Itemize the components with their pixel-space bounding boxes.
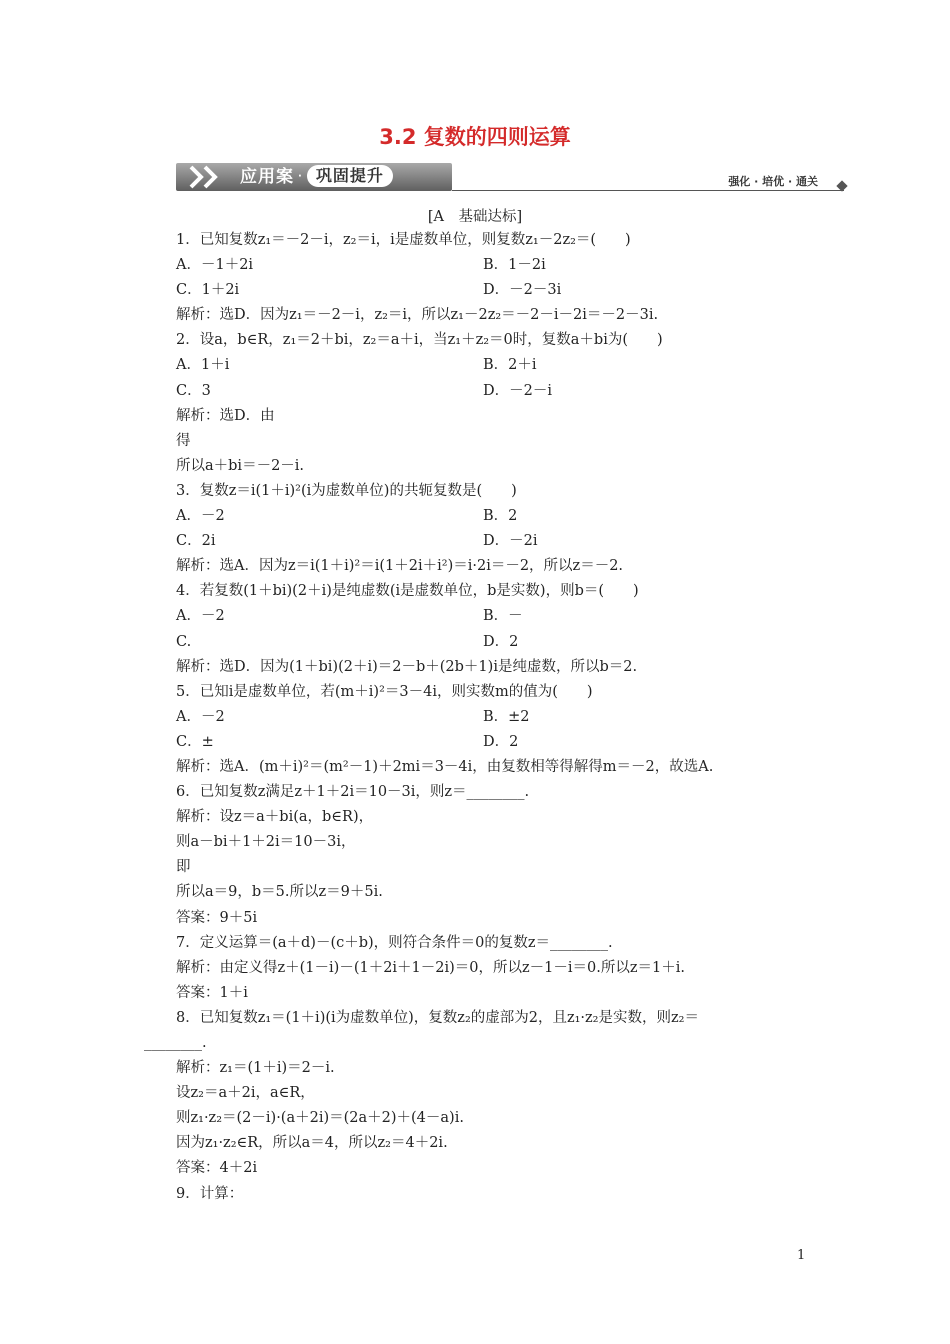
option-c: C．3 <box>176 382 211 399</box>
text-line: 解析：选D．因为z₁＝－2－i，z₂＝i，所以z₁－2z₂＝－2－i－2i＝－2－3i. <box>176 307 659 324</box>
option-row <box>176 730 836 755</box>
banner-right-label: 强化 · 培优 · 通关 <box>728 175 818 188</box>
text-line: 4．若复数(1＋bi)(2＋i)是纯虚数(i是虚数单位，b是实数)，则b＝( ) <box>176 583 639 600</box>
option-b: B．2＋i <box>483 357 537 374</box>
banner-pill-label: 巩固提升 <box>307 165 393 187</box>
option-a: A．－1＋2i <box>176 257 254 274</box>
option-b: B．1－2i <box>483 257 546 274</box>
text-line: 解析：选A．因为z＝i(1＋i)²＝i(1＋2i＋i²)＝i·2i＝－2，所以z＝－2. <box>176 558 624 575</box>
answer-line: 答案：1＋i <box>176 984 248 1001</box>
option-d: D．－2－3i <box>483 282 562 299</box>
option-row <box>176 504 836 529</box>
text-line: 所以a＝9，b＝5.所以z＝9＋5i. <box>176 884 383 901</box>
option-row <box>176 630 836 655</box>
option-row <box>176 604 836 629</box>
double-chevron-icon <box>186 163 222 191</box>
option-b: B．±2 <box>483 708 530 725</box>
text-line: 解析：z₁＝(1＋i)＝2－i. <box>176 1060 335 1077</box>
page-title: 3.2 复数的四则运算 <box>379 125 571 149</box>
answer-line: 答案：4＋2i <box>176 1160 258 1177</box>
option-c: C．2i <box>176 533 216 550</box>
banner-separator: · <box>298 171 303 182</box>
banner-left-label: 应用案 <box>240 167 294 187</box>
text-line: 8．已知复数z₁＝(1＋i)(i为虚数单位)，复数z₂的虚部为2，且z₁·z₂是实数，则z₂＝ <box>176 1009 699 1026</box>
option-c: C. <box>176 633 192 650</box>
option-row <box>176 529 836 554</box>
section-banner <box>176 160 848 194</box>
answer-line: 答案：9＋5i <box>176 909 258 926</box>
text-line: 解析：选D．由 <box>176 407 275 424</box>
page-number: 1 <box>797 1248 806 1263</box>
text-line: 1．已知复数z₁＝－2－i，z₂＝i，i是虚数单位，则复数z₁－2z₂＝( ) <box>176 232 631 248</box>
text-line: 9．计算： <box>176 1185 244 1202</box>
option-c: C．± <box>176 733 214 750</box>
text-line: 则a－bi＋1＋2i＝10－3i， <box>176 834 356 851</box>
option-a: A．1＋i <box>176 357 230 374</box>
text-line: 解析：由定义得z＋(1－i)－(1＋2i＋1－2i)＝0，所以z－1－i＝0.所以z＝1＋i. <box>176 959 685 976</box>
text-line: 得 <box>176 432 191 449</box>
option-d: D．2 <box>483 633 519 650</box>
text-line: 即 <box>176 859 191 876</box>
text-line: 因为z₁·z₂∈R，所以a＝4，所以z₂＝4＋2i. <box>176 1135 448 1152</box>
option-d: D．2 <box>483 733 519 750</box>
text-line: 2．设a，b∈R，z₁＝2＋bi，z₂＝a＋i，当z₁＋z₂＝0时，复数a＋bi为( ) <box>176 332 663 349</box>
section-title: [A 基础达标] <box>427 209 523 225</box>
option-row <box>176 253 836 278</box>
option-row <box>176 379 836 404</box>
text-line: 5．已知i是虚数单位，若(m＋i)²＝3－4i，则实数m的值为( ) <box>176 683 593 700</box>
text-line: 解析：选A．(m＋i)²＝(m²－1)＋2mi＝3－4i，由复数相等得解得m＝－2，故选A. <box>176 758 714 775</box>
text-line: ________. <box>144 1035 207 1051</box>
option-a: A．－2 <box>176 508 225 525</box>
exercise-content <box>144 228 836 1207</box>
text-line: 解析：设z＝a＋bi(a，b∈R)， <box>176 809 374 826</box>
text-line: 7．定义运算＝(a＋d)－(c＋b)，则符合条件＝0的复数z＝________. <box>176 934 613 951</box>
text-line: 所以a＋bi＝－2－i. <box>176 457 305 474</box>
option-d: D．－2－i <box>483 382 552 399</box>
text-line: 3．复数z＝i(1＋i)²(i为虚数单位)的共轭复数是( ) <box>176 482 517 499</box>
text-line: 6．已知复数z满足z＋1＋2i＝10－3i，则z＝________. <box>176 784 530 801</box>
banner-rule <box>452 190 844 191</box>
option-a: A．－2 <box>176 708 225 725</box>
text-line: 解析：选D．因为(1＋bi)(2＋i)＝2－b＋(2b＋1)i是纯虚数，所以b＝2. <box>176 658 638 675</box>
option-c: C．1＋2i <box>176 282 240 299</box>
text-line: 则z₁·z₂＝(2－i)·(a＋2i)＝(2a＋2)＋(4－a)i. <box>176 1110 464 1127</box>
option-a: A．－2 <box>176 608 225 625</box>
option-b: B．－ <box>483 608 523 625</box>
option-d: D．－2i <box>483 533 538 550</box>
text-line: 设z₂＝a＋2i，a∈R， <box>176 1085 315 1102</box>
option-row <box>176 705 836 730</box>
banner-label <box>240 163 393 191</box>
option-row <box>176 278 836 303</box>
option-b: B．2 <box>483 508 518 525</box>
option-row <box>176 353 836 378</box>
